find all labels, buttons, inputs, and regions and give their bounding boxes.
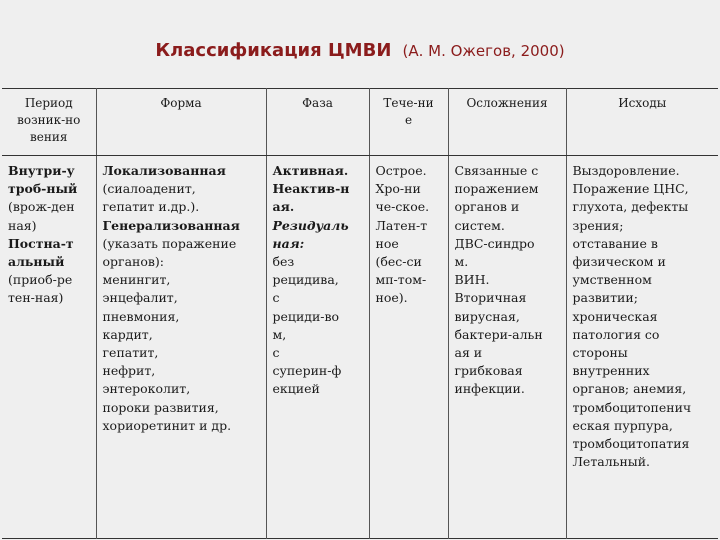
outcomes-line: тромбоцитопенич xyxy=(572,399,692,415)
header-line: е xyxy=(404,113,413,127)
phase-line: суперин-ф xyxy=(272,363,342,379)
complications-line: вирусная, xyxy=(454,308,520,324)
header-row xyxy=(2,89,718,156)
cell-complications xyxy=(448,156,566,539)
complications-line: м. xyxy=(454,254,469,270)
period-line: (врож-ден xyxy=(8,199,75,215)
phase-line: с xyxy=(272,345,280,361)
phase-line: Резидуаль xyxy=(272,217,349,233)
header-line: Период xyxy=(24,96,73,110)
phase-line: екцией xyxy=(272,381,320,397)
outcomes-line: глухота, дефекты xyxy=(572,199,689,215)
form-line: пороки развития, xyxy=(102,399,219,415)
outcomes-line: стороны xyxy=(572,345,628,361)
outcomes-line: Выздоровление. xyxy=(572,163,680,178)
form-line: гепатит, xyxy=(102,345,159,361)
period-line: (приоб-ре xyxy=(8,272,73,288)
form-line: энцефалит, xyxy=(102,290,178,306)
form-line: (указать поражение xyxy=(102,235,237,251)
complications-line: Вторичная xyxy=(454,290,527,306)
period-line: троб-ный xyxy=(8,181,78,197)
period-line: Внутри-у xyxy=(8,163,75,178)
form-line: гепатит и.др.). xyxy=(102,199,200,215)
period-line: ная) xyxy=(8,217,37,233)
complications-line: ДВС-синдро xyxy=(454,235,535,251)
course-line: Латен-т xyxy=(375,217,428,233)
phase-line: м, xyxy=(272,326,287,342)
header-form xyxy=(96,89,266,156)
form-line: пневмония, xyxy=(102,308,180,324)
outcomes-line: отставание в xyxy=(572,235,658,251)
form-line: органов): xyxy=(102,254,165,270)
outcomes-line: хроническая xyxy=(572,308,658,324)
form-line: менингит, xyxy=(102,272,171,288)
outcomes-line: умственном xyxy=(572,272,652,288)
outcomes-line: внутренних xyxy=(572,363,650,379)
header-line: вения xyxy=(30,130,68,144)
phase-line: без xyxy=(272,254,295,270)
header-line: Фаза xyxy=(302,96,333,110)
slide-title xyxy=(0,40,720,61)
header-phase xyxy=(266,89,369,156)
outcomes-line: развитии; xyxy=(572,290,638,306)
title-citation: (А. М. Ожегов, 2000) xyxy=(402,42,565,60)
complications-line: ВИН. xyxy=(454,272,490,288)
course-line: ное). xyxy=(375,290,408,306)
outcomes-line: зрения; xyxy=(572,217,624,233)
header-line: Форма xyxy=(160,96,202,110)
header-line: Осложнения xyxy=(466,96,548,110)
course-line: Острое. xyxy=(375,163,427,178)
complications-line: систем. xyxy=(454,217,505,233)
form-line: нефрит, xyxy=(102,363,156,379)
complications-line: бактери-альн xyxy=(454,326,543,342)
phase-line: ная: xyxy=(272,235,305,251)
classification-table xyxy=(2,88,718,539)
form-line: Генерализованная xyxy=(102,217,240,233)
header-line: Тече-ни xyxy=(383,96,434,110)
table-row xyxy=(2,156,718,539)
cell-outcomes xyxy=(566,156,718,539)
period-line: альный xyxy=(8,254,65,270)
complications-line: поражением xyxy=(454,181,539,197)
outcomes-line: Поражение ЦНС, xyxy=(572,181,689,197)
phase-line: ая. xyxy=(272,199,295,215)
form-line: кардит, xyxy=(102,326,153,342)
form-line: энтероколит, xyxy=(102,381,191,397)
phase-line: рецидива, xyxy=(272,272,339,288)
period-line: тен-ная) xyxy=(8,290,64,306)
course-line: Хро-ни xyxy=(375,181,421,197)
complications-line: инфекции. xyxy=(454,381,525,397)
form-line: Локализованная xyxy=(102,163,226,178)
form-line: (сиалоаденит, xyxy=(102,181,196,197)
outcomes-line: Летальный. xyxy=(572,454,651,470)
complications-line: органов и xyxy=(454,199,520,215)
header-complications xyxy=(448,89,566,156)
course-line: мп-том- xyxy=(375,272,427,288)
cell-period xyxy=(2,156,96,539)
header-line: возник-но xyxy=(17,113,81,127)
course-line: (бес-си xyxy=(375,254,422,270)
header-outcomes xyxy=(566,89,718,156)
outcomes-line: еская пурпура, xyxy=(572,417,673,433)
cell-phase xyxy=(266,156,369,539)
phase-line: Активная. xyxy=(272,163,349,178)
complications-line: Связанные с xyxy=(454,163,539,178)
cell-form xyxy=(96,156,266,539)
course-line: ное xyxy=(375,235,399,251)
outcomes-line: органов; анемия, xyxy=(572,381,687,397)
complications-line: ая и xyxy=(454,345,483,361)
outcomes-line: тромбоцитопатия xyxy=(572,436,690,452)
header-period xyxy=(2,89,96,156)
title-main: Классификация ЦМВИ xyxy=(155,40,392,61)
course-line: че-ское. xyxy=(375,199,430,215)
header-line: Исходы xyxy=(618,96,667,110)
phase-line: Неактив-н xyxy=(272,181,350,197)
header-course xyxy=(369,89,448,156)
outcomes-line: физическом и xyxy=(572,254,666,270)
phase-line: с xyxy=(272,290,280,306)
complications-line: грибковая xyxy=(454,363,523,379)
cell-course xyxy=(369,156,448,539)
outcomes-line: патология со xyxy=(572,326,660,342)
form-line: хориоретинит и др. xyxy=(102,417,232,433)
period-line: Постна-т xyxy=(8,235,74,251)
phase-line: рециди-во xyxy=(272,308,340,324)
